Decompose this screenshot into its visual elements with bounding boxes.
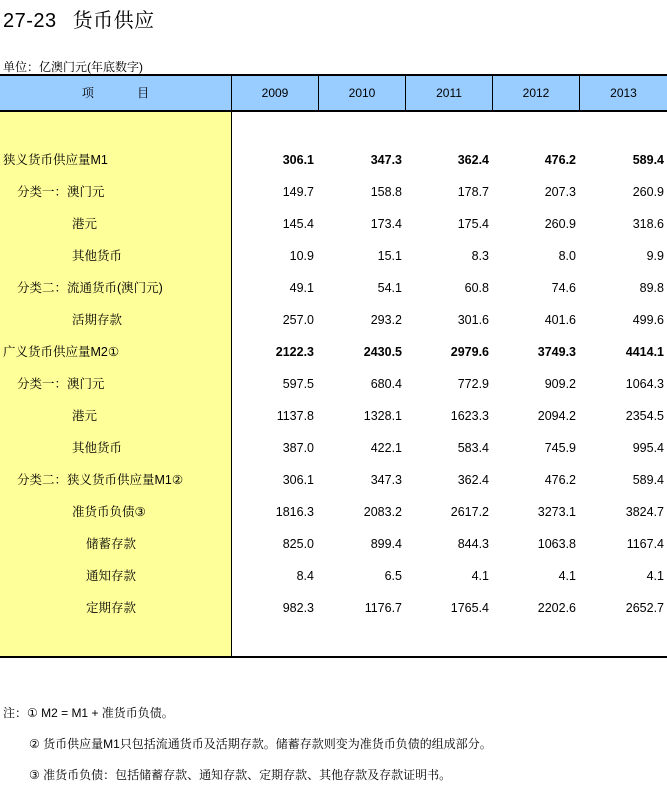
row-label: 通知存款 [86, 569, 137, 583]
table-row [0, 272, 667, 304]
cell-2013: 3824.7 [625, 505, 664, 519]
cell-2009: 387.0 [282, 441, 314, 455]
table-row [0, 432, 667, 464]
cell-2011: 4.1 [471, 569, 489, 583]
cell-2010: 347.3 [370, 153, 402, 167]
cell-2011: 362.4 [457, 473, 489, 487]
table-row [0, 560, 667, 592]
header-divider [405, 76, 406, 110]
table-row [0, 464, 667, 496]
header-item: 项 目 [81, 86, 170, 100]
cell-2012: 476.2 [544, 153, 576, 167]
cell-2012: 2202.6 [537, 601, 576, 615]
table-row [0, 528, 667, 560]
cell-2010: 15.1 [377, 249, 402, 263]
footnote-1: 注：① M2 = M1 + 准货币负债。 [3, 706, 174, 720]
row-label: 储蓄存款 [86, 537, 137, 551]
row-label: 其他货币 [72, 441, 123, 455]
cell-2009: 10.9 [289, 249, 314, 263]
cell-2010: 54.1 [377, 281, 402, 295]
cell-2009: 145.4 [282, 217, 314, 231]
cell-2012: 74.6 [551, 281, 576, 295]
unit-label: 单位：亿澳门元(年底数字) [3, 60, 143, 74]
cell-2013: 89.8 [639, 281, 664, 295]
cell-2010: 1328.1 [363, 409, 402, 423]
cell-2012: 745.9 [544, 441, 576, 455]
row-label: 分类二：狭义货币供应量M1② [17, 473, 184, 487]
cell-2013: 589.4 [632, 153, 664, 167]
cell-2010: 158.8 [370, 185, 402, 199]
cell-2010: 2430.5 [363, 345, 402, 359]
footnote-3: ③ 准货币负债：包括储蓄存款、通知存款、定期存款、其他存款及存款证明书。 [29, 768, 452, 782]
cell-2010: 173.4 [370, 217, 402, 231]
cell-2010: 680.4 [370, 377, 402, 391]
row-label: 广义货币供应量M2① [3, 345, 120, 359]
cell-2012: 3749.3 [537, 345, 576, 359]
cell-2009: 306.1 [282, 473, 314, 487]
cell-2013: 2354.5 [625, 409, 664, 423]
cell-2009: 149.7 [282, 185, 314, 199]
footnote-2: ② 货币供应量M1只包括流通货币及活期存款。储蓄存款则变为准货币负债的组成部分。 [29, 737, 492, 751]
cell-2010: 2083.2 [363, 505, 402, 519]
table-bottom-rule [0, 656, 667, 658]
cell-2011: 362.4 [457, 153, 489, 167]
cell-2011: 1765.4 [450, 601, 489, 615]
cell-2011: 60.8 [464, 281, 489, 295]
table-row [0, 592, 667, 624]
cell-2012: 401.6 [544, 313, 576, 327]
cell-2011: 2617.2 [450, 505, 489, 519]
cell-2012: 1063.8 [537, 537, 576, 551]
row-label: 分类二：流通货币(澳门元) [17, 281, 163, 295]
cell-2011: 1623.3 [450, 409, 489, 423]
table-row [0, 496, 667, 528]
cell-2010: 347.3 [370, 473, 402, 487]
row-label: 分类一：澳门元 [17, 185, 105, 199]
cell-2011: 844.3 [457, 537, 489, 551]
table-row [0, 400, 667, 432]
cell-2009: 49.1 [289, 281, 314, 295]
table-row [0, 144, 667, 176]
header-divider [492, 76, 493, 110]
row-label: 港元 [72, 217, 98, 231]
row-label: 港元 [72, 409, 98, 423]
cell-2011: 2979.6 [450, 345, 489, 359]
row-label: 活期存款 [72, 313, 123, 327]
cell-2012: 4.1 [558, 569, 576, 583]
cell-2013: 995.4 [632, 441, 664, 455]
table-row [0, 336, 667, 368]
cell-2009: 597.5 [282, 377, 314, 391]
cell-2010: 1176.7 [364, 601, 402, 615]
cell-2011: 175.4 [457, 217, 489, 231]
cell-2013: 9.9 [646, 249, 664, 263]
table-header [0, 74, 667, 112]
cell-2010: 422.1 [370, 441, 402, 455]
cell-2013: 318.6 [632, 217, 664, 231]
cell-2009: 825.0 [282, 537, 314, 551]
cell-2009: 306.1 [282, 153, 314, 167]
row-label: 分类一：澳门元 [17, 377, 105, 391]
cell-2012: 207.3 [544, 185, 576, 199]
row-label: 定期存款 [86, 601, 137, 615]
table-row [0, 208, 667, 240]
row-label: 其他货币 [72, 249, 123, 263]
row-label: 狭义货币供应量M1 [3, 153, 108, 167]
table-code: 27-23 [3, 10, 57, 32]
cell-2012: 2094.2 [537, 409, 576, 423]
cell-2010: 293.2 [370, 313, 402, 327]
cell-2013: 2652.7 [625, 601, 664, 615]
table-row [0, 176, 667, 208]
header-divider [579, 76, 580, 110]
header-divider [318, 76, 319, 110]
cell-2011: 178.7 [457, 185, 489, 199]
cell-2009: 1137.8 [276, 409, 314, 423]
cell-2009: 1816.3 [275, 505, 314, 519]
cell-2013: 1064.3 [625, 377, 664, 391]
table-row [0, 368, 667, 400]
cell-2013: 260.9 [632, 185, 664, 199]
cell-2009: 982.3 [282, 601, 314, 615]
header-year-2012: 2012 [522, 86, 550, 100]
cell-2013: 4.1 [646, 569, 664, 583]
cell-2010: 899.4 [370, 537, 402, 551]
cell-2012: 260.9 [544, 217, 576, 231]
header-year-2009: 2009 [261, 86, 289, 100]
cell-2011: 301.6 [457, 313, 489, 327]
row-label: 准货币负债③ [72, 505, 146, 519]
cell-2011: 583.4 [457, 441, 489, 455]
table-title: 货币供应 [72, 10, 155, 32]
cell-2010: 6.5 [384, 569, 402, 583]
cell-2009: 2122.3 [275, 345, 314, 359]
cell-2013: 4414.1 [625, 345, 664, 359]
cell-2012: 909.2 [544, 377, 576, 391]
header-divider [231, 76, 232, 110]
cell-2012: 3273.1 [537, 505, 576, 519]
cell-2011: 8.3 [471, 249, 489, 263]
cell-2012: 8.0 [558, 249, 576, 263]
cell-2013: 1167.4 [626, 537, 664, 551]
cell-2009: 257.0 [282, 313, 314, 327]
page-title [3, 4, 155, 33]
cell-2013: 499.6 [632, 313, 664, 327]
cell-2013: 589.4 [632, 473, 664, 487]
header-year-2011: 2011 [436, 86, 462, 100]
cell-2011: 772.9 [457, 377, 489, 391]
table-row [0, 240, 667, 272]
header-year-2013: 2013 [610, 86, 637, 100]
table-row [0, 304, 667, 336]
cell-2009: 8.4 [296, 569, 314, 583]
cell-2012: 476.2 [544, 473, 576, 487]
header-year-2010: 2010 [348, 86, 376, 100]
